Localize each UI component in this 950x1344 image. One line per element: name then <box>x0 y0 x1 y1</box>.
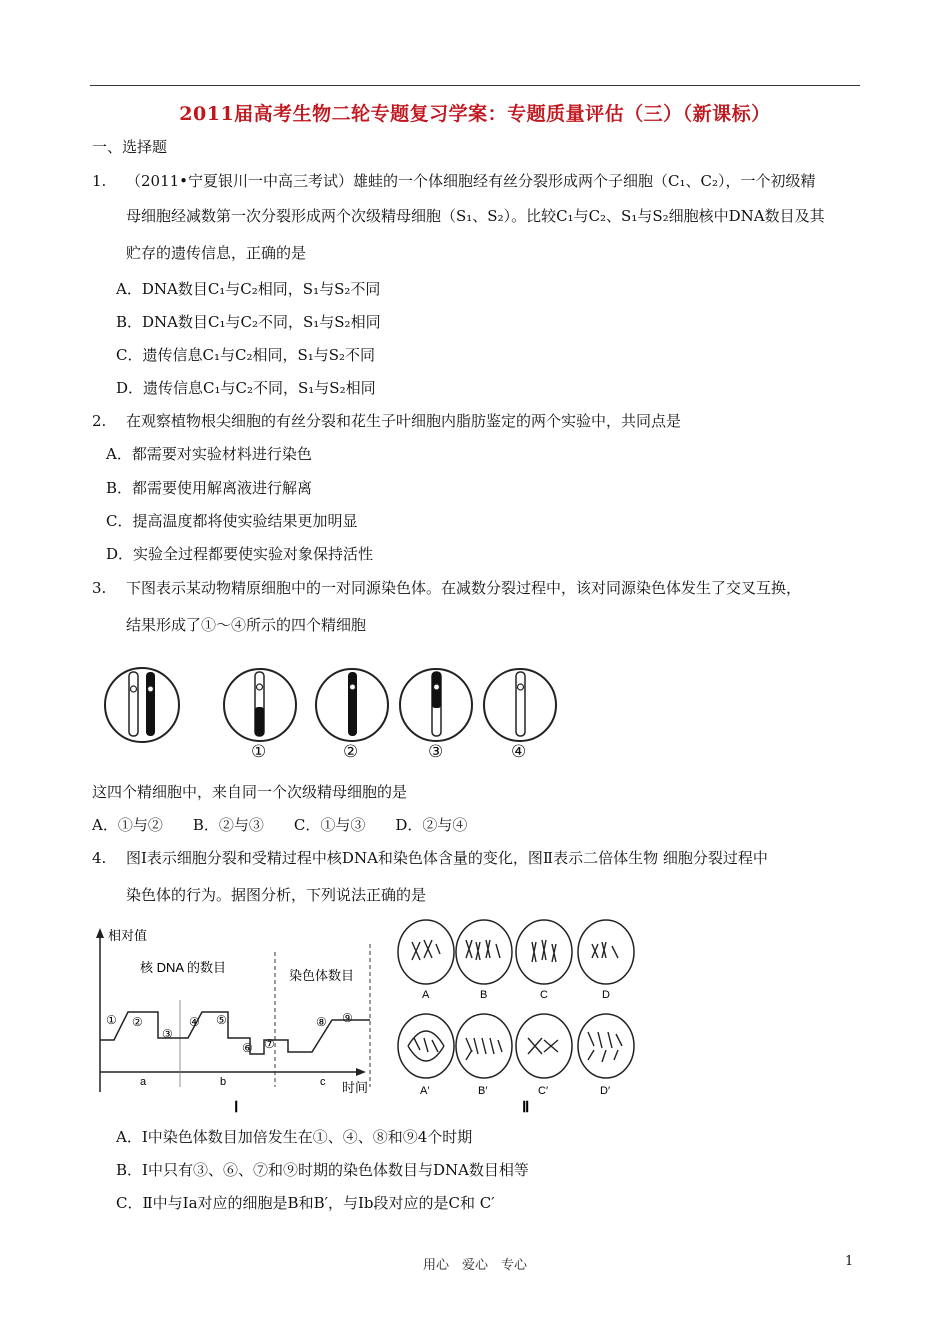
question-1-line-2: 母细胞经减数第一次分裂形成两个次级精母细胞（S₁、S₂）。比较C₁与C₂、S₁与S₂细胞核中DNA数目及其 <box>126 207 825 225</box>
fig1-stage-3: ③ <box>162 1027 173 1041</box>
section-heading: 一、选择题 <box>92 138 168 156</box>
fig1-stage-2: ② <box>132 1015 143 1029</box>
page-footer: 用心 爱心 专心 <box>422 1258 527 1273</box>
question-number: 4. <box>92 849 107 867</box>
question-3-line-2: 结果形成了①～④所示的四个精细胞 <box>126 616 367 634</box>
fig1-segment-a: a <box>140 1076 147 1088</box>
question-2-option-a: A．都需要对实验材料进行染色 <box>106 445 312 463</box>
fig2-label-A2: A′ <box>420 1085 430 1097</box>
question-2-option-d: D．实验全过程都要使实验对象保持活性 <box>106 545 374 563</box>
fig1-segment-c: c <box>320 1076 326 1088</box>
question-2-option-b: B．都需要使用解离液进行解离 <box>106 479 313 497</box>
fig1-chrom-label: 染色体数目 <box>289 968 355 983</box>
question-4-option-b: B．Ⅰ中只有③、⑥、⑦和⑨时期的染色体数目与DNA数目相等 <box>116 1161 529 1179</box>
question-number: 2. <box>92 412 107 430</box>
question-1-line-1: 1. （2011•宁夏银川一中高三考试）雄蛙的一个体细胞经有丝分裂形成两个子细胞（C₁、C₂），一个初级精 <box>92 172 816 190</box>
fig2-label-D2: D′ <box>600 1085 611 1097</box>
cell-label-1: ① <box>251 742 267 762</box>
question-number: 3. <box>92 579 107 597</box>
question-1-option-c: C．遗传信息C₁与C₂相同，S₁与S₂不同 <box>116 346 376 364</box>
page-title: 2011届高考生物二轮专题复习学案：专题质量评估（三）（新课标） <box>179 103 771 125</box>
fig1-xlabel: 时间 <box>342 1080 369 1095</box>
fig1-stage-7: ⑦ <box>264 1037 275 1051</box>
question-4-line-2: 染色体的行为。据图分析，下列说法正确的是 <box>126 886 427 904</box>
fig1-caption: Ⅰ <box>234 1099 239 1116</box>
fig1-segment-b: b <box>220 1076 227 1088</box>
page-number: 1 <box>845 1254 854 1269</box>
question-4-option-a: A．Ⅰ中染色体数目加倍发生在①、④、⑧和⑨4个时期 <box>116 1128 473 1146</box>
fig2-caption: Ⅱ <box>522 1099 530 1116</box>
question-4-option-c: C．Ⅱ中与Ⅰa对应的细胞是B和B′，与Ⅰb段对应的是C和 C′ <box>116 1194 495 1212</box>
figure-1-graph <box>92 922 382 1117</box>
question-3-line-1: 3. 下图表示某动物精原细胞中的一对同源染色体。在减数分裂过程中，该对同源染色体发生了交叉互换， <box>92 579 802 597</box>
fig1-stage-4: ④ <box>189 1015 200 1029</box>
sperm-cell-3 <box>400 669 472 741</box>
question-1-line-3: 贮存的遗传信息，正确的是 <box>126 244 307 262</box>
fig1-stage-1: ① <box>106 1013 117 1027</box>
question-1-option-a: A．DNA数目C₁与C₂相同，S₁与S₂不同 <box>116 280 381 298</box>
question-2-line-1: 2. 在观察植物根尖细胞的有丝分裂和花生子叶细胞内脂肪鉴定的两个实验中，共同点是 <box>92 412 682 430</box>
fig2-label-D: D <box>602 989 610 1001</box>
fig2-label-B2: B′ <box>478 1085 488 1097</box>
fig2-label-B: B <box>480 989 488 1001</box>
fig1-stage-6: ⑥ <box>242 1041 253 1055</box>
header-rule <box>90 85 860 86</box>
sperm-cell-1 <box>224 669 296 741</box>
question-4-line-1: 4. 图Ⅰ表示细胞分裂和受精过程中核DNA和染色体含量的变化，图Ⅱ表示二倍体生物 细胞分裂过程中 <box>92 849 768 867</box>
figure-2-cells <box>392 912 652 1117</box>
fig1-ylabel: 相对值 <box>108 928 148 943</box>
fig1-dna-label: 核 DNA 的数目 <box>140 960 226 975</box>
fig2-label-A: A <box>422 989 430 1001</box>
fig1-stage-9: ⑨ <box>342 1011 353 1025</box>
cell-C2-outline <box>516 1014 572 1078</box>
fig2-label-C: C <box>540 989 548 1001</box>
question-3-followup: 这四个精细胞中，来自同一个次级精母细胞的是 <box>92 783 408 801</box>
cell-label-3: ③ <box>428 742 444 762</box>
question-1-option-d: D．遗传信息C₁与C₂不同，S₁与S₂相同 <box>116 379 376 397</box>
sperm-cell-2 <box>316 669 388 741</box>
sperm-cells-figure <box>100 655 570 755</box>
question-2-option-c: C．提高温度都将使实验结果更加明显 <box>106 512 358 530</box>
cell-label-4: ④ <box>511 742 527 762</box>
cell-D-outline <box>578 920 634 984</box>
cell-D2-outline <box>578 1014 634 1078</box>
cell-B-outline <box>456 920 512 984</box>
spermatogonium-cell <box>105 668 179 742</box>
sperm-cell-4 <box>484 669 556 741</box>
question-1-option-b: B．DNA数目C₁与C₂不同，S₁与S₂相同 <box>116 313 381 331</box>
cell-label-2: ② <box>343 742 359 762</box>
fig1-stage-8: ⑧ <box>316 1015 327 1029</box>
question-number: 1. <box>92 172 107 190</box>
question-3-options: A．①与② B．②与③ C．①与③ D．②与④ <box>92 816 468 834</box>
fig2-label-C2: C′ <box>538 1085 549 1097</box>
fig1-stage-5: ⑤ <box>216 1013 227 1027</box>
